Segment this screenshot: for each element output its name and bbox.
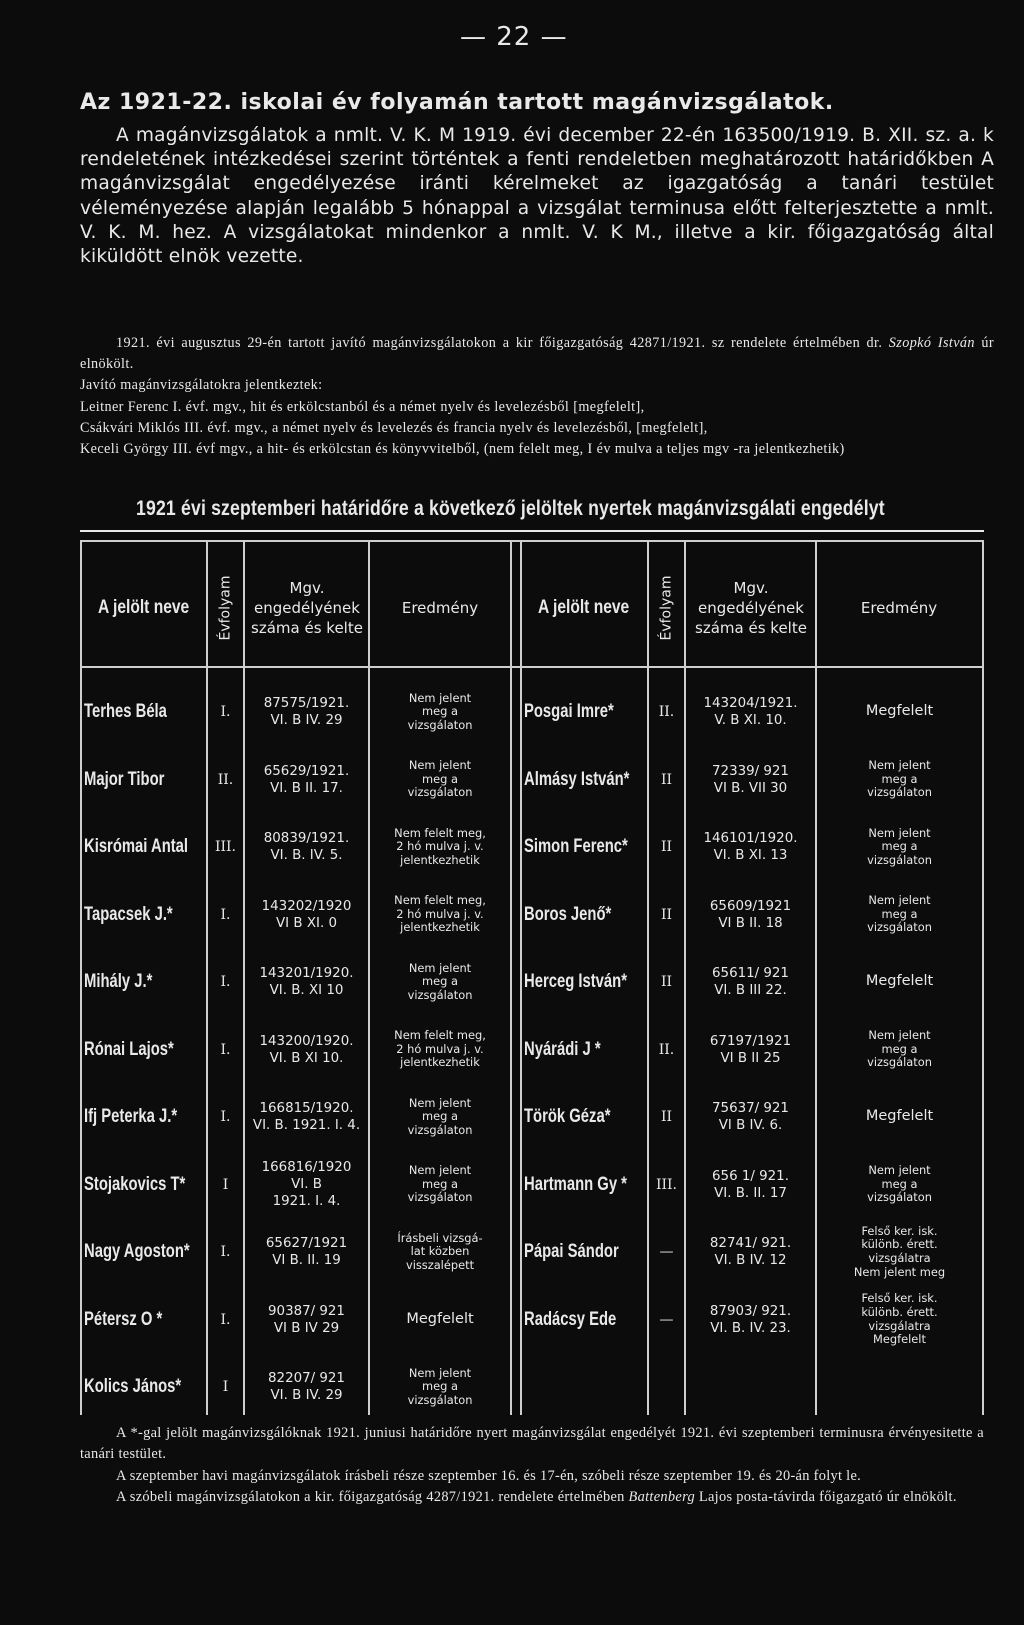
permit-number: 90387/ 921 VI B IV 29 xyxy=(268,1303,345,1336)
permit-number: 143202/1920 VI B XI. 0 xyxy=(261,898,352,931)
candidate-year: II xyxy=(660,906,673,923)
exam-result: Megfelelt xyxy=(865,973,934,990)
table-row xyxy=(80,1216,984,1288)
divider xyxy=(80,530,984,532)
header-permit: Mgv. engedélyének száma és kelte xyxy=(251,579,363,637)
candidate-year: II xyxy=(660,771,673,788)
permit-number: 166815/1920. VI. B. 1921. I. 4. xyxy=(252,1101,361,1133)
exam-result: Nem felelt meg, 2 hó mulva j. v. jelentkezhetik xyxy=(394,1028,486,1070)
page-number: — 22 — xyxy=(460,22,568,52)
exam-result: Nem jelent meg a vizsgálaton xyxy=(407,1095,473,1137)
candidate-year: I. xyxy=(220,1311,231,1328)
table-row xyxy=(80,811,984,883)
exam-result xyxy=(817,1351,982,1423)
permit-number: 65609/1921 VI B II. 18 xyxy=(709,898,792,931)
exam-result: Nem jelent meg a vizsgálaton xyxy=(867,1028,932,1070)
chair-name: Battenberg xyxy=(628,1489,695,1506)
candidate-year: III. xyxy=(214,839,237,855)
exam-result: Nem jelent meg a vizsgálaton xyxy=(867,758,932,800)
candidate-year: II. xyxy=(217,771,234,788)
candidate-name xyxy=(524,1351,621,1423)
note-line: Javító magánvizsgálatokra jelentkeztek: xyxy=(80,377,323,394)
table-row xyxy=(80,879,984,951)
candidate-year: I. xyxy=(220,1244,231,1260)
exam-result: Nem jelent meg a vizsgálaton xyxy=(407,758,473,800)
permit-number: 72339/ 921 VI B. VII 30 xyxy=(712,763,789,796)
footnote: A szeptember havi magánvizsgálatok írásbeli része szeptember 16. és 17-én, szóbeli része szeptember 19. és 20-án folyt le. xyxy=(116,1467,862,1484)
note-line: Leitner Ferenc I. évf. mgv., hit és erkölcstanból és a német nyelv és levelezésből [megfelelt], xyxy=(80,398,645,415)
intro-paragraph: A magánvizsgálatok a nmlt. V. K. M 1919. évi december 22-én 163500/1919. B. XII. sz. a. k rendeletének intézkedései szerint történtek a fenti rendeletben meghatározott határidőkben A magánvizsgálat engedélyezése iránti kérelmeket az igazgatóság a tanári testület véleményezése alapján legalább 5 hónappal a vizsgálat terminusa előtt felterjesztette a nmlt. V. K. M. hez. A vizsgálatokat mindenkor a nmlt. V. K M., illetve a kir. főigazgatóság által kiküldött elnök vezette. xyxy=(80,125,994,268)
note-line: 1921. évi augusztus 29-én tartott javító magánvizsgálatokon a kir főigazgatóság 42871/1921. sz rendelete értelmében dr. Szopkó István úr elnökölt. xyxy=(80,335,994,373)
header-year: Évfolyam xyxy=(658,575,675,641)
permit-number: 65627/1921 VI B. II. 19 xyxy=(265,1236,348,1268)
candidate-year: I. xyxy=(220,1041,231,1058)
candidate-name: Herceg István* xyxy=(524,971,627,992)
header-result: Eredmény xyxy=(401,599,479,617)
table-row xyxy=(80,1149,984,1221)
note-line: Csákvári Miklós III. évf. mgv., a német nyelv és levelezés és francia nyelv és levelezésből, [megfelelt], xyxy=(80,419,708,436)
header-result: Eredmény xyxy=(860,599,938,617)
table-subheading: 1921 évi szeptemberi határidőre a következő jelöltek nyertek magánvizsgálati engedélyt xyxy=(136,497,885,520)
footnotes xyxy=(80,1423,984,1509)
exam-result: Nem felelt meg, 2 hó mulva j. v. jelentkezhetik xyxy=(394,825,486,867)
exam-result: Nem jelent meg a vizsgálaton xyxy=(867,825,932,867)
candidate-year: I. xyxy=(220,906,231,923)
permit-number: 143200/1920. VI. B XI 10. xyxy=(259,1033,354,1066)
table-row xyxy=(80,1081,984,1153)
candidate-name: Nyárádi J * xyxy=(524,1038,601,1060)
candidate-name: Kolics János* xyxy=(84,1376,182,1397)
candidate-year: II xyxy=(660,974,673,990)
candidate-year: I. xyxy=(220,704,231,720)
table-rule xyxy=(80,666,984,668)
table-row xyxy=(80,946,984,1018)
candidate-year: I xyxy=(222,1379,229,1395)
permit-number: 143201/1920. VI. B. XI 10 xyxy=(259,966,354,998)
candidate-name: Terhes Béla xyxy=(84,701,167,722)
permit-number: 87903/ 921. VI. B. IV. 23. xyxy=(709,1303,792,1336)
exam-result: Nem felelt meg, 2 hó mulva j. v. jelentkezhetik xyxy=(394,893,486,935)
section-heading: Az 1921-22. iskolai év folyamán tartott magánvizsgálatok. xyxy=(80,90,834,115)
header-permit: Mgv. engedélyének száma és kelte xyxy=(695,579,807,637)
chair-name: Szopkó István xyxy=(888,335,975,351)
permit-number: 143204/1921. V. B XI. 10. xyxy=(703,696,798,728)
candidate-name: Mihály J.* xyxy=(84,971,153,992)
permit-number: 75637/ 921 VI B IV. 6. xyxy=(712,1101,789,1133)
candidate-year: I. xyxy=(220,1109,231,1125)
candidate-year: — xyxy=(659,1311,674,1328)
candidate-name: Simon Ferenc* xyxy=(524,836,628,857)
candidate-year: III. xyxy=(655,1176,678,1193)
footnote: A *-gal jelölt magánvizsgálóknak 1921. juniusi határidőre nyert magánvizsgálat engedélyét 1921. évi szeptemberi terminusra érvényesitette a tanári testület. xyxy=(80,1425,984,1463)
candidate-name: Rónai Lajos* xyxy=(84,1038,174,1060)
permit-number: 82741/ 921. VI. B IV. 12 xyxy=(709,1236,792,1268)
candidate-year: I. xyxy=(220,974,231,990)
exam-result: Megfelelt xyxy=(865,1108,934,1125)
candidate-year xyxy=(649,1351,684,1423)
candidate-name: Kisrómai Antal xyxy=(84,836,189,857)
candidate-name: Almásy István* xyxy=(524,768,630,790)
permit-number xyxy=(686,1351,815,1423)
table-row xyxy=(80,744,984,816)
exam-result: Nem jelent meg a vizsgálaton xyxy=(407,960,473,1002)
exam-result: Írásbeli vizsgá- lat közben visszalépett xyxy=(397,1230,483,1272)
exam-result: Nem jelent meg a vizsgálaton xyxy=(407,1163,473,1205)
exam-result: Nem jelent meg a vizsgálaton xyxy=(867,893,932,935)
candidate-year: II xyxy=(660,1109,673,1125)
exam-result: Nem jelent meg a vizsgálaton xyxy=(407,690,473,732)
candidate-year: I xyxy=(222,1176,229,1193)
candidate-year: — xyxy=(659,1244,674,1260)
permit-number: 67197/1921 VI B II 25 xyxy=(709,1033,792,1066)
candidate-name: Pápai Sándor xyxy=(524,1241,619,1262)
exam-result: Felső ker. isk. különb. érett. vizsgálatra Megfelelt xyxy=(861,1291,938,1347)
exam-result: Felső ker. isk. különb. érett. vizsgálatra Nem jelent meg xyxy=(853,1223,946,1279)
candidate-name: Major Tibor xyxy=(84,768,165,790)
candidate-name: Tapacsek J.* xyxy=(84,903,173,925)
permit-number: 80839/1921. VI. B. IV. 5. xyxy=(263,831,350,863)
candidate-name: Pétersz O * xyxy=(84,1308,163,1330)
notes-block xyxy=(80,333,994,460)
permit-number: 65629/1921. VI. B II. 17. xyxy=(263,763,350,796)
candidate-name: Ifj Peterka J.* xyxy=(84,1106,178,1127)
candidate-name: Hartmann Gy * xyxy=(524,1173,627,1195)
table-row xyxy=(80,1351,984,1423)
candidate-year: II. xyxy=(658,1041,675,1058)
candidate-name: Stojakovics T* xyxy=(84,1173,186,1195)
candidate-name: Boros Jenő* xyxy=(524,903,612,925)
candidate-name: Török Géza* xyxy=(524,1106,611,1127)
table-row xyxy=(80,1014,984,1086)
permit-number: 87575/1921. VI. B IV. 29 xyxy=(263,696,350,728)
exam-result: Megfelelt xyxy=(865,703,934,720)
permit-number: 656 1/ 921. VI. B. II. 17 xyxy=(712,1168,789,1201)
permit-number: 82207/ 921 VI. B IV. 29 xyxy=(268,1371,345,1403)
candidate-year: II xyxy=(660,839,673,855)
permit-number: 146101/1920. VI. B XI. 13 xyxy=(703,831,798,863)
header-name: A jelölt neve xyxy=(538,597,630,618)
header-year: Évfolyam xyxy=(217,575,234,641)
footnote: A szóbeli magánvizsgálatokon a kir. főigazgatóság 4287/1921. rendelete értelmében Battenberg Lajos posta-távirda főigazgató úr elnökölt. xyxy=(116,1489,957,1506)
exam-result: Nem jelent meg a vizsgálaton xyxy=(407,1365,473,1407)
permit-number: 65611/ 921 VI. B III 22. xyxy=(712,966,789,998)
results-table xyxy=(80,540,984,1415)
table-rule xyxy=(80,540,984,542)
header-name: A jelölt neve xyxy=(98,597,190,618)
candidate-year: II. xyxy=(658,704,675,720)
permit-number: 166816/1920 VI. B 1921. I. 4. xyxy=(261,1160,352,1209)
note-line: Keceli György III. évf mgv., a hit- és erkölcstan és könyvvitelből, (nem felelt meg, I év mulva a teljes mgv -ra jelentkezhetik) xyxy=(80,441,845,458)
candidate-name: Posgai Imre* xyxy=(524,701,614,722)
candidate-name: Nagy Agoston* xyxy=(84,1241,190,1262)
exam-result: Megfelelt xyxy=(406,1310,474,1327)
table-row xyxy=(80,1284,984,1356)
candidate-name: Radácsy Ede xyxy=(524,1308,617,1330)
exam-result: Nem jelent meg a vizsgálaton xyxy=(867,1163,932,1205)
table-row xyxy=(80,676,984,748)
